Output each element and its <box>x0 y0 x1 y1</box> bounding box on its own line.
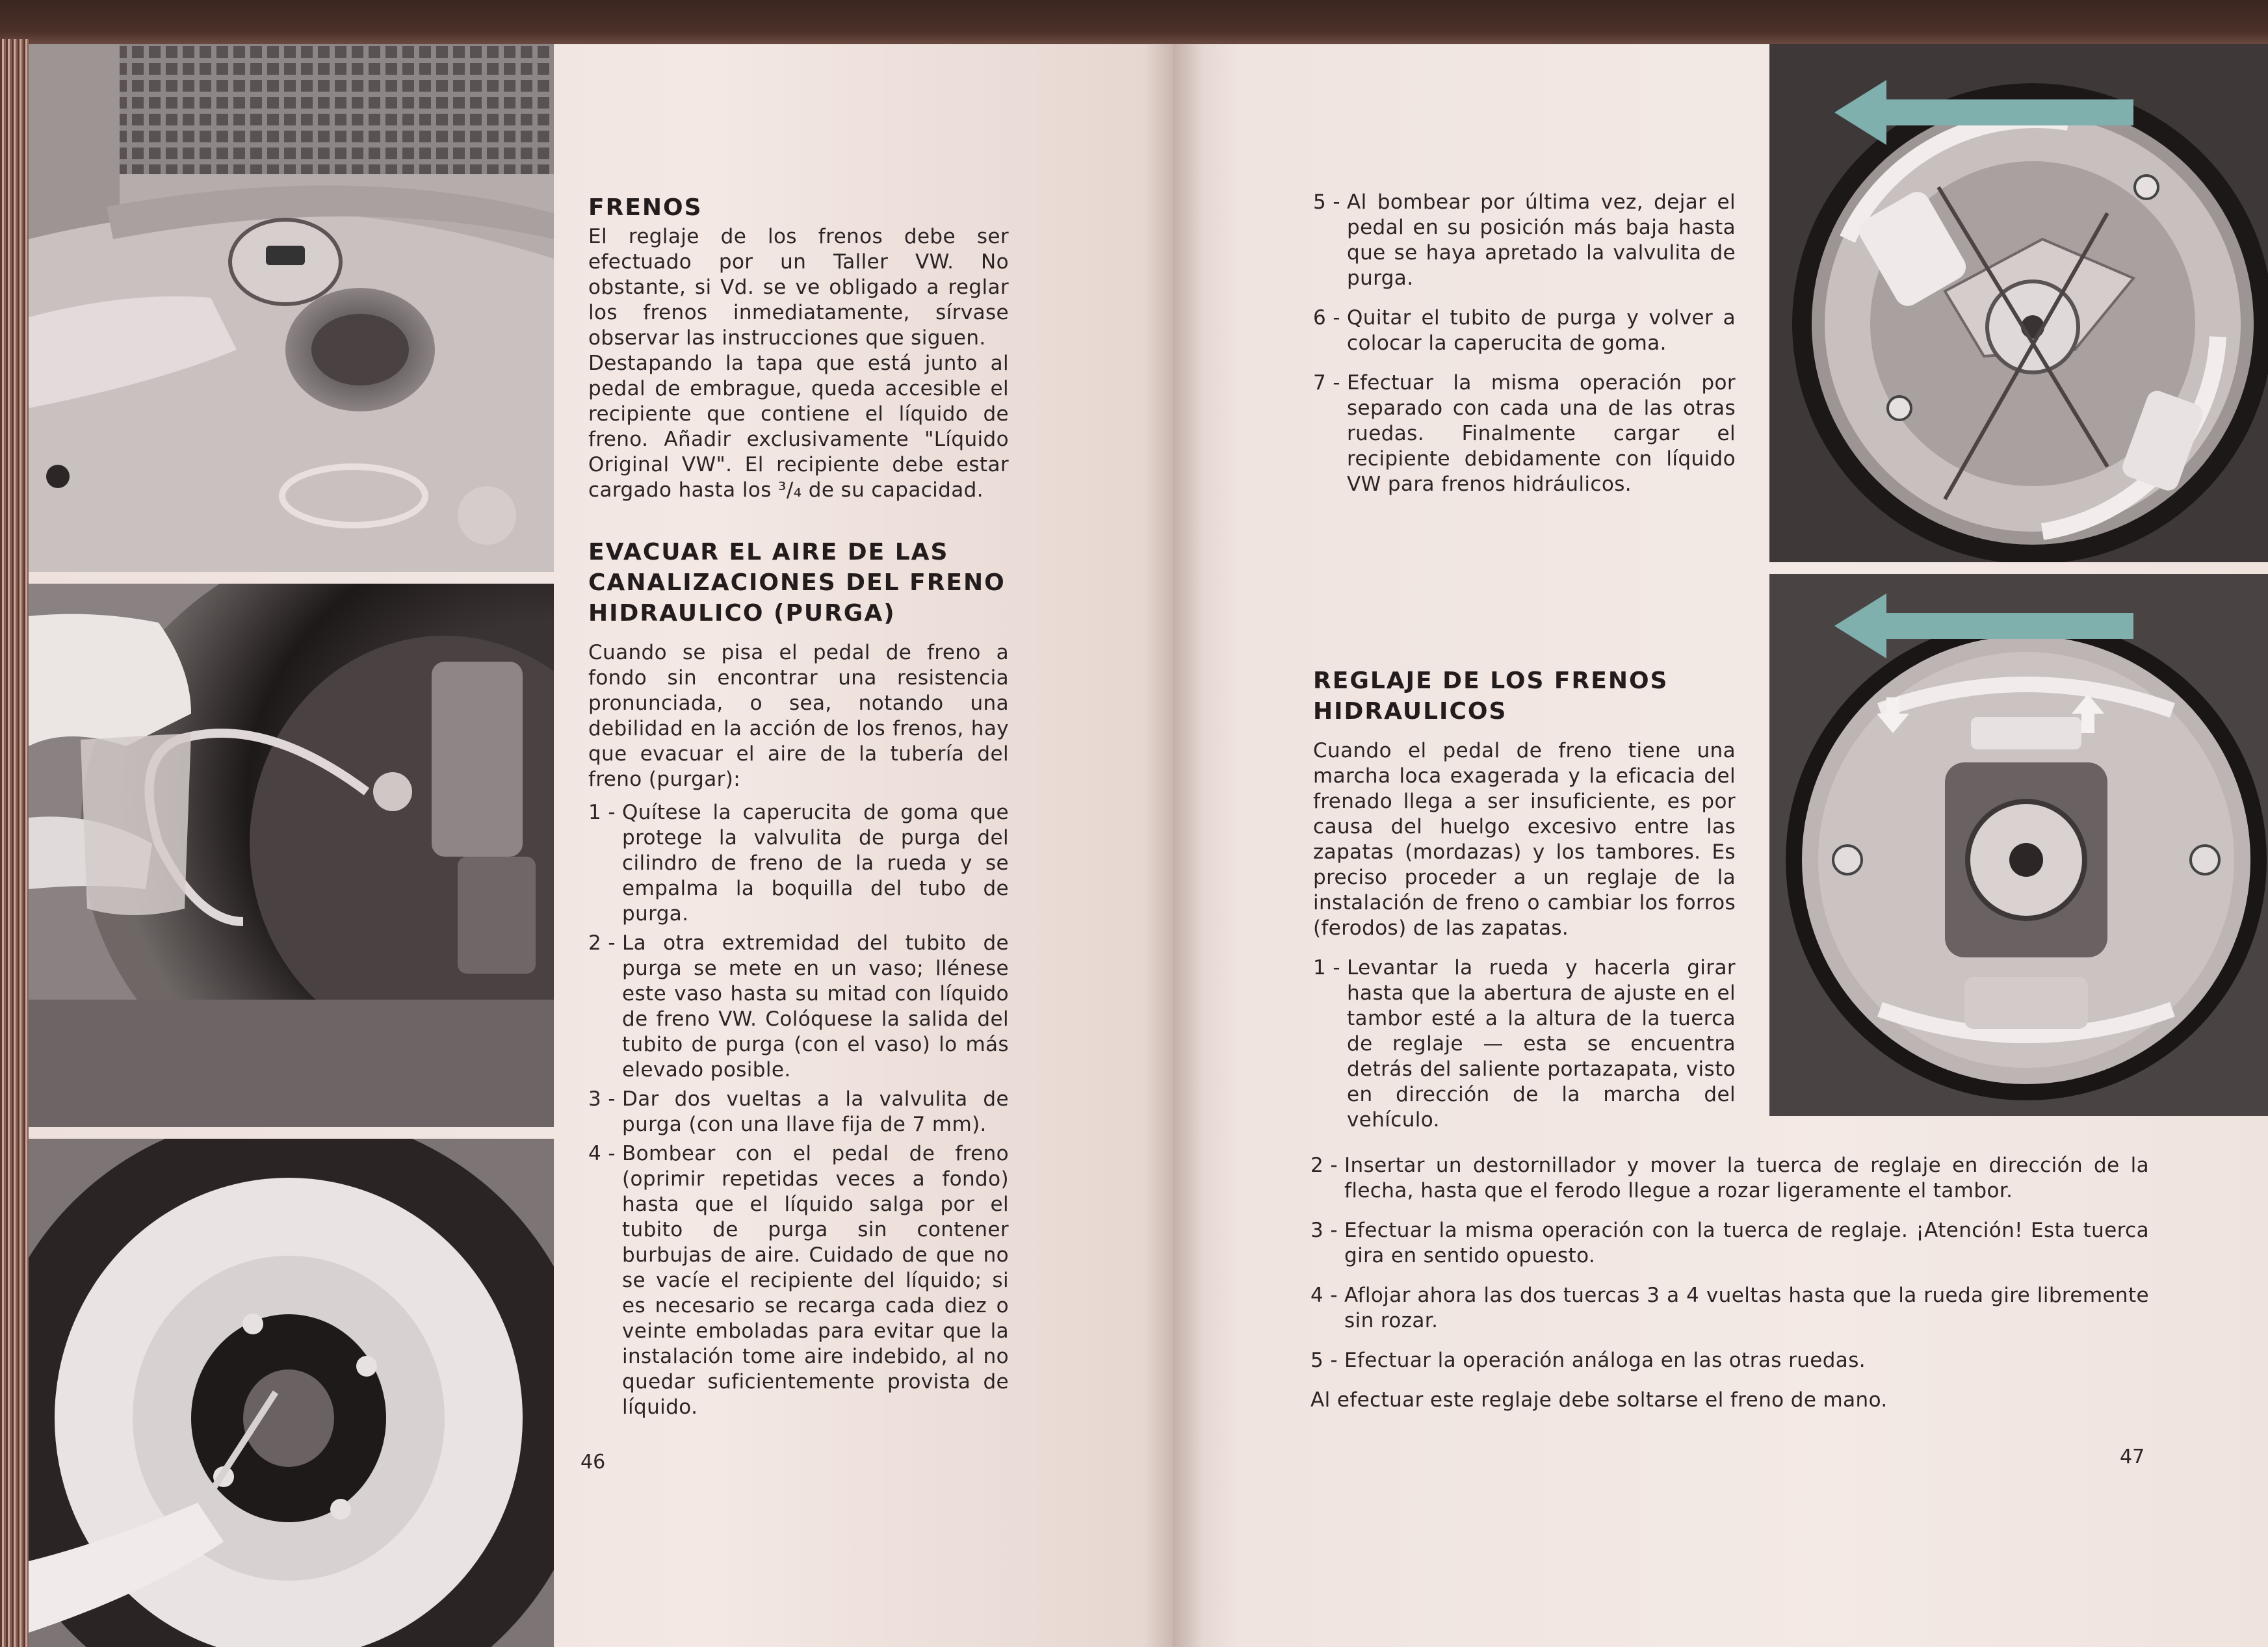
photo-brake-drum-rear <box>1769 44 2268 562</box>
step-text: Aflojar ahora las dos tuercas 3 a 4 vueltas hasta que la rueda gire libremente sin rozar. <box>1344 1284 2149 1332</box>
photo-bleeding-brake <box>29 584 554 1127</box>
reglaje-note: Al efectuar este reglaje debe soltarse el freno de mano. <box>1310 1388 1888 1412</box>
step-number: 1 - <box>588 801 616 824</box>
step-text: Al bombear por última vez, dejar el pedal en su posición más baja hasta que se haya apretado la valvulita de purga. <box>1347 190 1736 290</box>
reglaje-intro: Cuando el pedal de freno tiene una marcha loca exagerada y la eficacia del frenado llega a ser insuficiente, es por causa del huelgo excesivo entre las zapatas (mordazas) y los tambores. Es preciso proceder a un reglaje de la instalación de freno o cambiar los forros (ferodos) de las zapatas. <box>1313 739 1736 940</box>
list-item <box>1313 955 1736 1133</box>
step-number: 3 - <box>588 1087 616 1111</box>
list-item <box>1313 370 1736 497</box>
reglaje-heading: REGLAJE DE LOS FRENOS HIDRAULICOS <box>1313 668 1669 725</box>
reglaje-steps-list <box>1310 1153 2149 1413</box>
section-frenos <box>588 192 1009 503</box>
frenos-paragraph: El reglaje de los frenos debe ser efectuado por un Taller VW. No obstante, si Vd. se ve obligado a reglar los frenos inmediatamente, sírvase observar las instrucciones que siguen. <box>588 225 1009 350</box>
frenos-paragraph: Destapando la tapa que está junto al pedal de embrague, queda accesible el recipiente que contiene el líquido de freno. Añadir exclusivamente "Líquido Original VW". El recipiente debe estar cargado hasta los ³/₄ de su capacidad. <box>588 352 1009 502</box>
step-number: 4 - <box>1310 1284 1338 1307</box>
page-edges <box>0 39 30 1647</box>
step-text: Efectuar la operación análoga en las otras ruedas. <box>1344 1349 1866 1372</box>
frenos-heading: FRENOS <box>588 194 703 221</box>
background-top <box>0 0 2268 44</box>
photo-brake-fluid-reservoir <box>29 44 554 572</box>
step-text: Bombear con el pedal de freno (oprimir repetidas veces a fondo) hasta que el líquido salga por el tubito de purga sin contener burbujas de aire. Cuidado de que no se vacíe el recipiente del líquido; si es necesario se recarga cada diez o veinte emboladas para evitar que la instalación tome aire indebido, al no quedar suficientemente provista de líquido. <box>622 1142 1009 1419</box>
section-evacuar-aire <box>588 537 1009 1420</box>
step-text: Quitar el tubito de purga y volver a colocar la caperucita de goma. <box>1347 306 1736 355</box>
page-number-right: 47 <box>2120 1446 2145 1468</box>
spine-shadow <box>1144 44 1203 1647</box>
list-item <box>588 931 1009 1083</box>
step-text: Efectuar la misma operación por separado con cada una de las otras ruedas. Finalmente cargar el recipiente debidamente con líquido VW para frenos hidráulicos. <box>1347 371 1736 496</box>
list-item <box>1310 1153 2149 1204</box>
step-number: 6 - <box>1313 306 1340 330</box>
list-item <box>1313 305 1736 356</box>
step-number: 7 - <box>1313 371 1340 395</box>
step-text: Efectuar la misma operación con la tuerca de reglaje. ¡Atención! Esta tuerca gira en sentido opuesto. <box>1344 1219 2149 1267</box>
photo-wheel-hub <box>29 1139 554 1647</box>
purga-steps-list <box>588 800 1009 1420</box>
list-item <box>1310 1218 2149 1269</box>
step-number: 1 - <box>1313 956 1340 979</box>
section-reglaje <box>1313 666 1736 1133</box>
step-number: 2 - <box>1310 1154 1338 1177</box>
list-item <box>1310 1348 2149 1373</box>
list-item <box>588 800 1009 927</box>
step-text: La otra extremidad del tubito de purga se mete en un vaso; llénese este vaso hasta su mitad con líquido de freno VW. Colóquese la salida del tubito de purga (con el vaso) lo más elevado posible. <box>622 931 1009 1082</box>
step-number: 2 - <box>588 931 616 955</box>
list-item <box>1310 1283 2149 1334</box>
photo-brake-drum-front <box>1769 574 2268 1116</box>
list-item <box>588 1141 1009 1420</box>
list-item <box>588 1087 1009 1137</box>
step-number: 5 - <box>1310 1349 1338 1372</box>
step-number: 3 - <box>1310 1219 1338 1242</box>
page-number-left: 46 <box>580 1451 606 1473</box>
step-text: Insertar un destornillador y mover la tuerca de reglaje en dirección de la flecha, hasta que el ferodo llegue a rozar ligeramente el tambor. <box>1344 1154 2149 1202</box>
step-text: Dar dos vueltas a la valvulita de purga (con una llave fija de 7 mm). <box>622 1087 1009 1136</box>
evacuar-intro: Cuando se pisa el pedal de freno a fondo sin encontrar una resistencia pronunciada, o sea, notando una debilidad en la acción de los frenos, hay que evacuar el aire de la tubería del freno (purgar): <box>588 641 1009 791</box>
section-purga-continued <box>1313 190 1736 497</box>
list-item <box>1313 190 1736 291</box>
step-number: 5 - <box>1313 190 1340 214</box>
step-number: 4 - <box>588 1142 616 1165</box>
step-text: Levantar la rueda y hacerla girar hasta que la abertura de ajuste en el tambor esté a la altura de la tuerca de reglaje — esta se encuentra detrás del saliente portazapata, visto en dirección de la marcha del vehículo. <box>1347 956 1736 1132</box>
step-text: Quítese la caperucita de goma que protege la valvulita de purga del cilindro de freno de la rueda y se empalma la boquilla del tubo de purga. <box>622 801 1009 926</box>
evacuar-heading: EVACUAR EL AIRE DE LAS CANALIZACIONES DEL FRENO HIDRAULICO (PURGA) <box>588 539 1006 627</box>
